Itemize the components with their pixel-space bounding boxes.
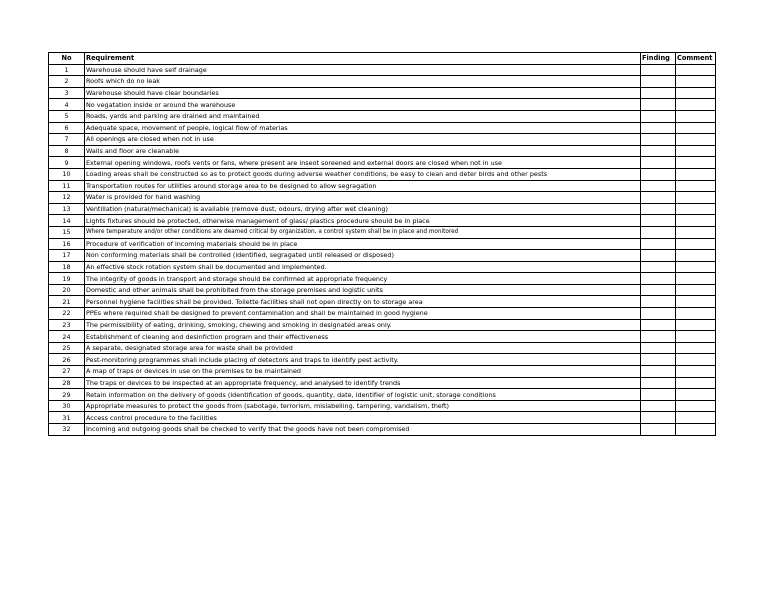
finding-cell[interactable] [641, 342, 676, 354]
row-number: 2 [49, 76, 85, 88]
table-row [49, 145, 716, 157]
finding-cell[interactable] [641, 331, 676, 343]
row-number: 3 [49, 87, 85, 99]
finding-cell[interactable] [641, 64, 676, 76]
requirement-text: Personnel hygiene facilities shall be provided. Toilette facilities shall not open directly on to storage area [85, 296, 641, 308]
row-number: 8 [49, 145, 85, 157]
table-row [49, 319, 716, 331]
finding-cell[interactable] [641, 203, 676, 215]
requirement-text: Procedure of verification of incoming materials should be in place [85, 238, 641, 250]
finding-cell[interactable] [641, 296, 676, 308]
table-row [49, 366, 716, 378]
requirement-text: Domestic and other animals shall be prohibited from the storage premises and logistic units [85, 284, 641, 296]
comment-cell[interactable] [676, 424, 716, 436]
requirement-text: Establishment of cleaning and desinfiction program and their effectiveness [85, 331, 641, 343]
requirement-text: Access control procedure to the facilities [85, 412, 641, 424]
row-number: 18 [49, 261, 85, 273]
finding-cell[interactable] [641, 145, 676, 157]
table-row [49, 412, 716, 424]
row-number: 17 [49, 250, 85, 262]
comment-cell[interactable] [676, 377, 716, 389]
requirement-text: External opening windows, roofs vents or fans, where present are inseot soreened and external doors are closed when not in use [85, 157, 641, 169]
requirement-text: Transportation routes for utilities around storage area to be designed to allow segragation [85, 180, 641, 192]
row-number: 15 [49, 226, 85, 238]
requirement-text: Adequate space, movement of people, logical flow of materias [85, 122, 641, 134]
comment-cell[interactable] [676, 284, 716, 296]
comment-cell[interactable] [676, 203, 716, 215]
table-row [49, 134, 716, 146]
finding-cell[interactable] [641, 319, 676, 331]
finding-cell[interactable] [641, 110, 676, 122]
table-row [49, 192, 716, 204]
row-number: 27 [49, 366, 85, 378]
header-finding: Finding [641, 53, 676, 65]
table-row [49, 157, 716, 169]
finding-cell[interactable] [641, 168, 676, 180]
requirement-text: A separate, designated storage area for waste shall be provided [85, 342, 641, 354]
comment-cell[interactable] [676, 110, 716, 122]
table-header-row [49, 53, 716, 65]
requirement-text: No vegatation inside or around the warehouse [85, 99, 641, 111]
table-row [49, 284, 716, 296]
finding-cell[interactable] [641, 400, 676, 412]
finding-cell[interactable] [641, 122, 676, 134]
table-row [49, 354, 716, 366]
row-number: 13 [49, 203, 85, 215]
table-row [49, 296, 716, 308]
row-number: 20 [49, 284, 85, 296]
requirement-text: Pest-monitoring programmes shall include placing of detectors and traps to identify pest activity. [85, 354, 641, 366]
row-number: 1 [49, 64, 85, 76]
finding-cell[interactable] [641, 215, 676, 227]
finding-cell[interactable] [641, 192, 676, 204]
table-row [49, 122, 716, 134]
finding-cell[interactable] [641, 238, 676, 250]
requirement-text: The traps or devices to be inspected at an appropriate frequency, and analysed to identify trends [85, 377, 641, 389]
row-number: 16 [49, 238, 85, 250]
requirement-text: Incoming and outgoing goods shall be checked to verify that the goods have not been compromised [85, 424, 641, 436]
comment-cell[interactable] [676, 87, 716, 99]
table-row [49, 180, 716, 192]
table-row [49, 99, 716, 111]
comment-cell[interactable] [676, 122, 716, 134]
requirement-text: Roofs which do no leak [85, 76, 641, 88]
comment-cell[interactable] [676, 215, 716, 227]
comment-cell[interactable] [676, 308, 716, 320]
requirement-text: All openings are closed when not in use [85, 134, 641, 146]
row-number: 5 [49, 110, 85, 122]
requirement-text: The integrity of goods in transport and storage should be confirmed at appropriate frequency [85, 273, 641, 285]
header-no: No [49, 53, 85, 65]
requirements-table [48, 52, 716, 436]
comment-cell[interactable] [676, 64, 716, 76]
table-row [49, 203, 716, 215]
table-row [49, 400, 716, 412]
table-row [49, 215, 716, 227]
table-row [49, 250, 716, 262]
row-number: 14 [49, 215, 85, 227]
table-row [49, 273, 716, 285]
requirement-text: PPEs where required shall be designed to prevent contamination and shall be maintained in good hygiene [85, 308, 641, 320]
comment-cell[interactable] [676, 238, 716, 250]
comment-cell[interactable] [676, 76, 716, 88]
requirement-text: Appropriate measures to protect the goods from (sabotage, terrorism, mislabelling, tampering, vandalism, theft) [85, 400, 641, 412]
row-number: 7 [49, 134, 85, 146]
table-row [49, 261, 716, 273]
finding-cell[interactable] [641, 261, 676, 273]
table-row [49, 87, 716, 99]
finding-cell[interactable] [641, 389, 676, 401]
comment-cell[interactable] [676, 412, 716, 424]
row-number: 4 [49, 99, 85, 111]
row-number: 32 [49, 424, 85, 436]
requirement-text: Lights fixtures should be protected, otherwise management of glass/ plastics procedure should be in place [85, 215, 641, 227]
table-row [49, 342, 716, 354]
row-number: 12 [49, 192, 85, 204]
comment-cell[interactable] [676, 180, 716, 192]
finding-cell[interactable] [641, 76, 676, 88]
table-row [49, 64, 716, 76]
table-row [49, 238, 716, 250]
requirement-text: Water is provided for hand washing [85, 192, 641, 204]
comment-cell[interactable] [676, 354, 716, 366]
finding-cell[interactable] [641, 424, 676, 436]
requirement-text: An effective stock rotation system shall be documented and implemented. [85, 261, 641, 273]
table-row [49, 308, 716, 320]
row-number: 6 [49, 122, 85, 134]
comment-cell[interactable] [676, 331, 716, 343]
requirement-text: Ventillation (natural/mechanical) is available (remove dust, odours, drying after wet cleaning) [85, 203, 641, 215]
finding-cell[interactable] [641, 366, 676, 378]
finding-cell[interactable] [641, 226, 676, 238]
comment-cell[interactable] [676, 319, 716, 331]
comment-cell[interactable] [676, 366, 716, 378]
comment-cell[interactable] [676, 145, 716, 157]
finding-cell[interactable] [641, 308, 676, 320]
comment-cell[interactable] [676, 250, 716, 262]
comment-cell[interactable] [676, 400, 716, 412]
row-number: 21 [49, 296, 85, 308]
comment-cell[interactable] [676, 389, 716, 401]
finding-cell[interactable] [641, 412, 676, 424]
table-row [49, 424, 716, 436]
row-number: 22 [49, 308, 85, 320]
requirement-text: Warehouse should have self drainage [85, 64, 641, 76]
comment-cell[interactable] [676, 192, 716, 204]
requirement-text: Walls and floor are cleanable [85, 145, 641, 157]
finding-cell[interactable] [641, 157, 676, 169]
finding-cell[interactable] [641, 354, 676, 366]
comment-cell[interactable] [676, 168, 716, 180]
finding-cell[interactable] [641, 134, 676, 146]
row-number: 26 [49, 354, 85, 366]
row-number: 11 [49, 180, 85, 192]
comment-cell[interactable] [676, 99, 716, 111]
header-requirement: Requirement [85, 53, 641, 65]
row-number: 23 [49, 319, 85, 331]
comment-cell[interactable] [676, 342, 716, 354]
requirement-text: Retain information on the delivery of goods (identification of goods, quantity, date, identifier of logistic unit, storage conditions [85, 389, 641, 401]
finding-cell[interactable] [641, 99, 676, 111]
requirement-text: Where temperature and/or other conditions are deamed critical by organization, a control system shall be in place and monitored [85, 226, 641, 238]
comment-cell[interactable] [676, 296, 716, 308]
requirement-text: The permissibility of eating, drinking, smoking, chewing and smoking in designated areas only. [85, 319, 641, 331]
requirement-text: Warehouse should have clear boundaries [85, 87, 641, 99]
table-row [49, 76, 716, 88]
row-number: 19 [49, 273, 85, 285]
table-row [49, 110, 716, 122]
comment-cell[interactable] [676, 261, 716, 273]
row-number: 30 [49, 400, 85, 412]
finding-cell[interactable] [641, 273, 676, 285]
table-row [49, 168, 716, 180]
row-number: 28 [49, 377, 85, 389]
table-row [49, 331, 716, 343]
header-comment: Comment [676, 53, 716, 65]
requirement-text: Roads, yards and parking are drained and maintained [85, 110, 641, 122]
row-number: 24 [49, 331, 85, 343]
row-number: 29 [49, 389, 85, 401]
finding-cell[interactable] [641, 377, 676, 389]
requirement-text: Non conforming materials shall be controlled (identified, segragated until released or disposed) [85, 250, 641, 262]
table-row [49, 377, 716, 389]
table-row [49, 389, 716, 401]
row-number: 31 [49, 412, 85, 424]
row-number: 25 [49, 342, 85, 354]
row-number: 10 [49, 168, 85, 180]
row-number: 9 [49, 157, 85, 169]
requirement-text: Loading areas shall be constructed so as to protect goods during adverse weather conditions, be easy to clean and deter birds and other pests [85, 168, 641, 180]
finding-cell[interactable] [641, 284, 676, 296]
finding-cell[interactable] [641, 87, 676, 99]
comment-cell[interactable] [676, 226, 716, 238]
requirement-text: A map of traps or devices in use on the premises to be maintained [85, 366, 641, 378]
comment-cell[interactable] [676, 157, 716, 169]
comment-cell[interactable] [676, 273, 716, 285]
table-row [49, 226, 716, 238]
comment-cell[interactable] [676, 134, 716, 146]
finding-cell[interactable] [641, 250, 676, 262]
finding-cell[interactable] [641, 180, 676, 192]
